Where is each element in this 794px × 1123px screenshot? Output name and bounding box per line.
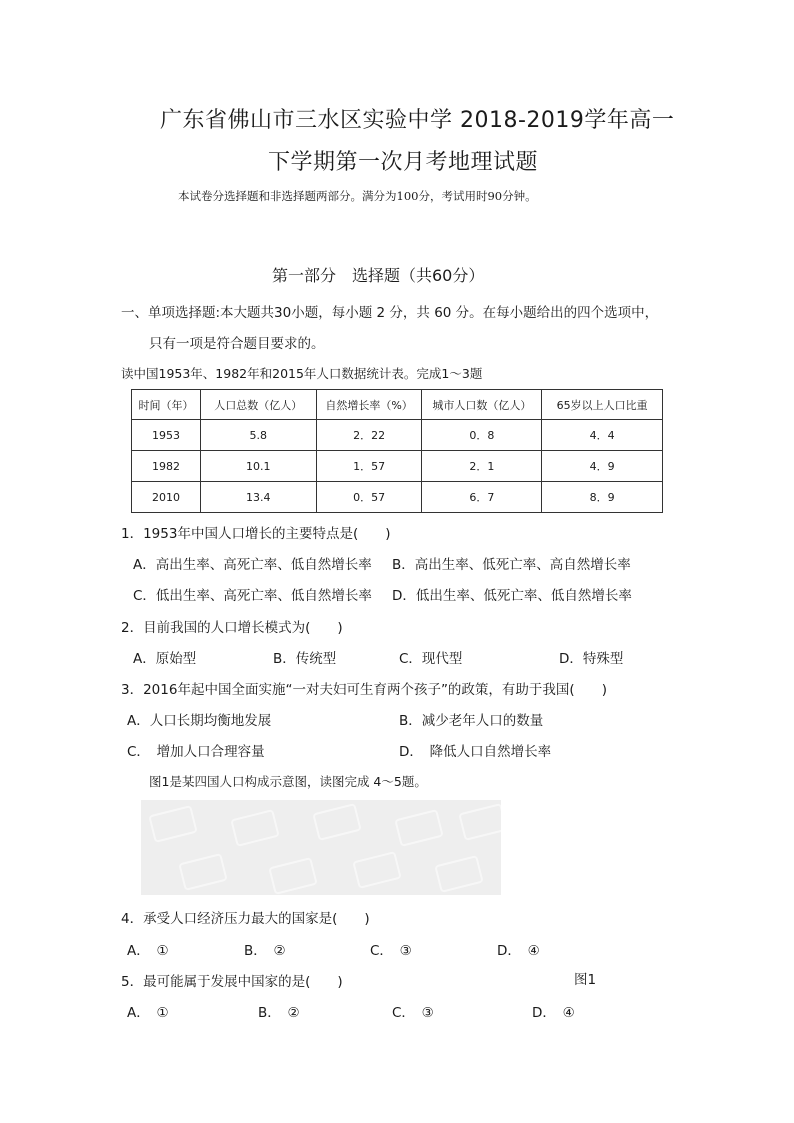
table-cell: 5.8 xyxy=(200,420,316,451)
q4-option-b: B． ② xyxy=(244,943,286,959)
table-cell: 1953 xyxy=(132,420,201,451)
q4-option-d: D． ④ xyxy=(497,943,540,959)
title-line-1: 广东省佛山市三水区实验中学 2018-2019学年高一 xyxy=(160,108,675,133)
q2-option-a: A．原始型 xyxy=(133,651,197,667)
q5-option-a: A． ① xyxy=(127,1005,169,1021)
q5-option-c: C． ③ xyxy=(392,1005,434,1021)
image-placeholder-icon xyxy=(434,855,483,893)
image-placeholder-icon xyxy=(268,857,317,895)
table-cell: 10.1 xyxy=(200,451,316,482)
image-placeholder-icon xyxy=(312,803,361,841)
population-table xyxy=(131,389,663,513)
table-intro: 读中国1953年、1982年和2015年人口数据统计表。完成1～3题 xyxy=(121,366,483,381)
table-cell: 4．4 xyxy=(542,420,663,451)
q3-option-c: C． 增加人口合理容量 xyxy=(127,744,265,760)
image-placeholder-icon xyxy=(458,803,501,841)
image-placeholder-icon xyxy=(394,809,443,847)
q3-option-d: D． 降低人口自然增长率 xyxy=(399,744,552,760)
q2-option-c: C．现代型 xyxy=(399,651,463,667)
q1-stem: 1．1953年中国人口增长的主要特点是( ) xyxy=(121,526,391,542)
q3-option-a: A．人口长期均衡地发展 xyxy=(127,713,272,729)
q5-option-d: D． ④ xyxy=(532,1005,575,1021)
table-row xyxy=(132,482,663,513)
table-cell: 1982 xyxy=(132,451,201,482)
q4-option-c: C． ③ xyxy=(370,943,412,959)
image-placeholder-icon xyxy=(148,805,197,843)
exam-note: 本试卷分选择题和非选择题两部分。满分为100分，考试用时90分钟。 xyxy=(178,189,537,203)
q1-option-a: A．高出生率、高死亡率、低自然增长率 xyxy=(133,557,372,573)
table-cell: 8．9 xyxy=(542,482,663,513)
title-line-2: 下学期第一次月考地理试题 xyxy=(268,150,539,175)
q1-option-d: D．低出生率、低死亡率、低自然增长率 xyxy=(392,588,632,604)
table-cell: 0．8 xyxy=(422,420,542,451)
q3-option-b: B．减少老年人口的数量 xyxy=(399,713,544,729)
table-header-cell: 自然增长率（%） xyxy=(316,390,422,420)
instruction-line-2: 只有一项是符合题目要求的。 xyxy=(149,336,325,352)
q2-stem: 2．目前我国的人口增长模式为( ) xyxy=(121,620,343,636)
table-header-cell: 人口总数（亿人） xyxy=(200,390,316,420)
figure-1-image-placeholder xyxy=(141,800,501,895)
table-header-cell: 时间（年） xyxy=(132,390,201,420)
table-cell: 4．9 xyxy=(542,451,663,482)
table-cell: 0．57 xyxy=(316,482,422,513)
figure-intro: 图1是某四国人口构成示意图，读图完成 4～5题。 xyxy=(149,774,427,789)
table-header-cell: 65岁以上人口比重 xyxy=(542,390,663,420)
q5-stem: 5．最可能属于发展中国家的是( ) xyxy=(121,974,343,990)
image-placeholder-icon xyxy=(230,809,279,847)
figure-label: 图1 xyxy=(574,972,597,988)
q1-option-b: B．高出生率、低死亡率、高自然增长率 xyxy=(392,557,631,573)
instruction-line-1: 一、单项选择题:本大题共30小题，每小题 2 分，共 60 分。在每小题给出的四个选项中， xyxy=(121,305,659,321)
table-cell: 2．1 xyxy=(422,451,542,482)
section-heading: 第一部分 选择题（共60分） xyxy=(272,266,485,285)
table-cell: 6．7 xyxy=(422,482,542,513)
q2-option-b: B．传统型 xyxy=(273,651,337,667)
q2-option-d: D．特殊型 xyxy=(559,651,624,667)
table-header-row xyxy=(132,390,663,420)
q3-stem: 3．2016年起中国全面实施“一对夫妇可生育两个孩子”的政策，有助于我国( ) xyxy=(121,682,607,698)
image-placeholder-icon xyxy=(178,853,227,891)
table-cell: 2．22 xyxy=(316,420,422,451)
q4-stem: 4．承受人口经济压力最大的国家是( ) xyxy=(121,911,370,927)
table-cell: 2010 xyxy=(132,482,201,513)
table-header-cell: 城市人口数（亿人） xyxy=(422,390,542,420)
image-placeholder-icon xyxy=(352,851,401,889)
q5-option-b: B． ② xyxy=(258,1005,300,1021)
table-row xyxy=(132,451,663,482)
table-cell: 1．57 xyxy=(316,451,422,482)
q4-option-a: A． ① xyxy=(127,943,169,959)
table-row xyxy=(132,420,663,451)
table-cell: 13.4 xyxy=(200,482,316,513)
q1-option-c: C．低出生率、高死亡率、低自然增长率 xyxy=(133,588,372,604)
